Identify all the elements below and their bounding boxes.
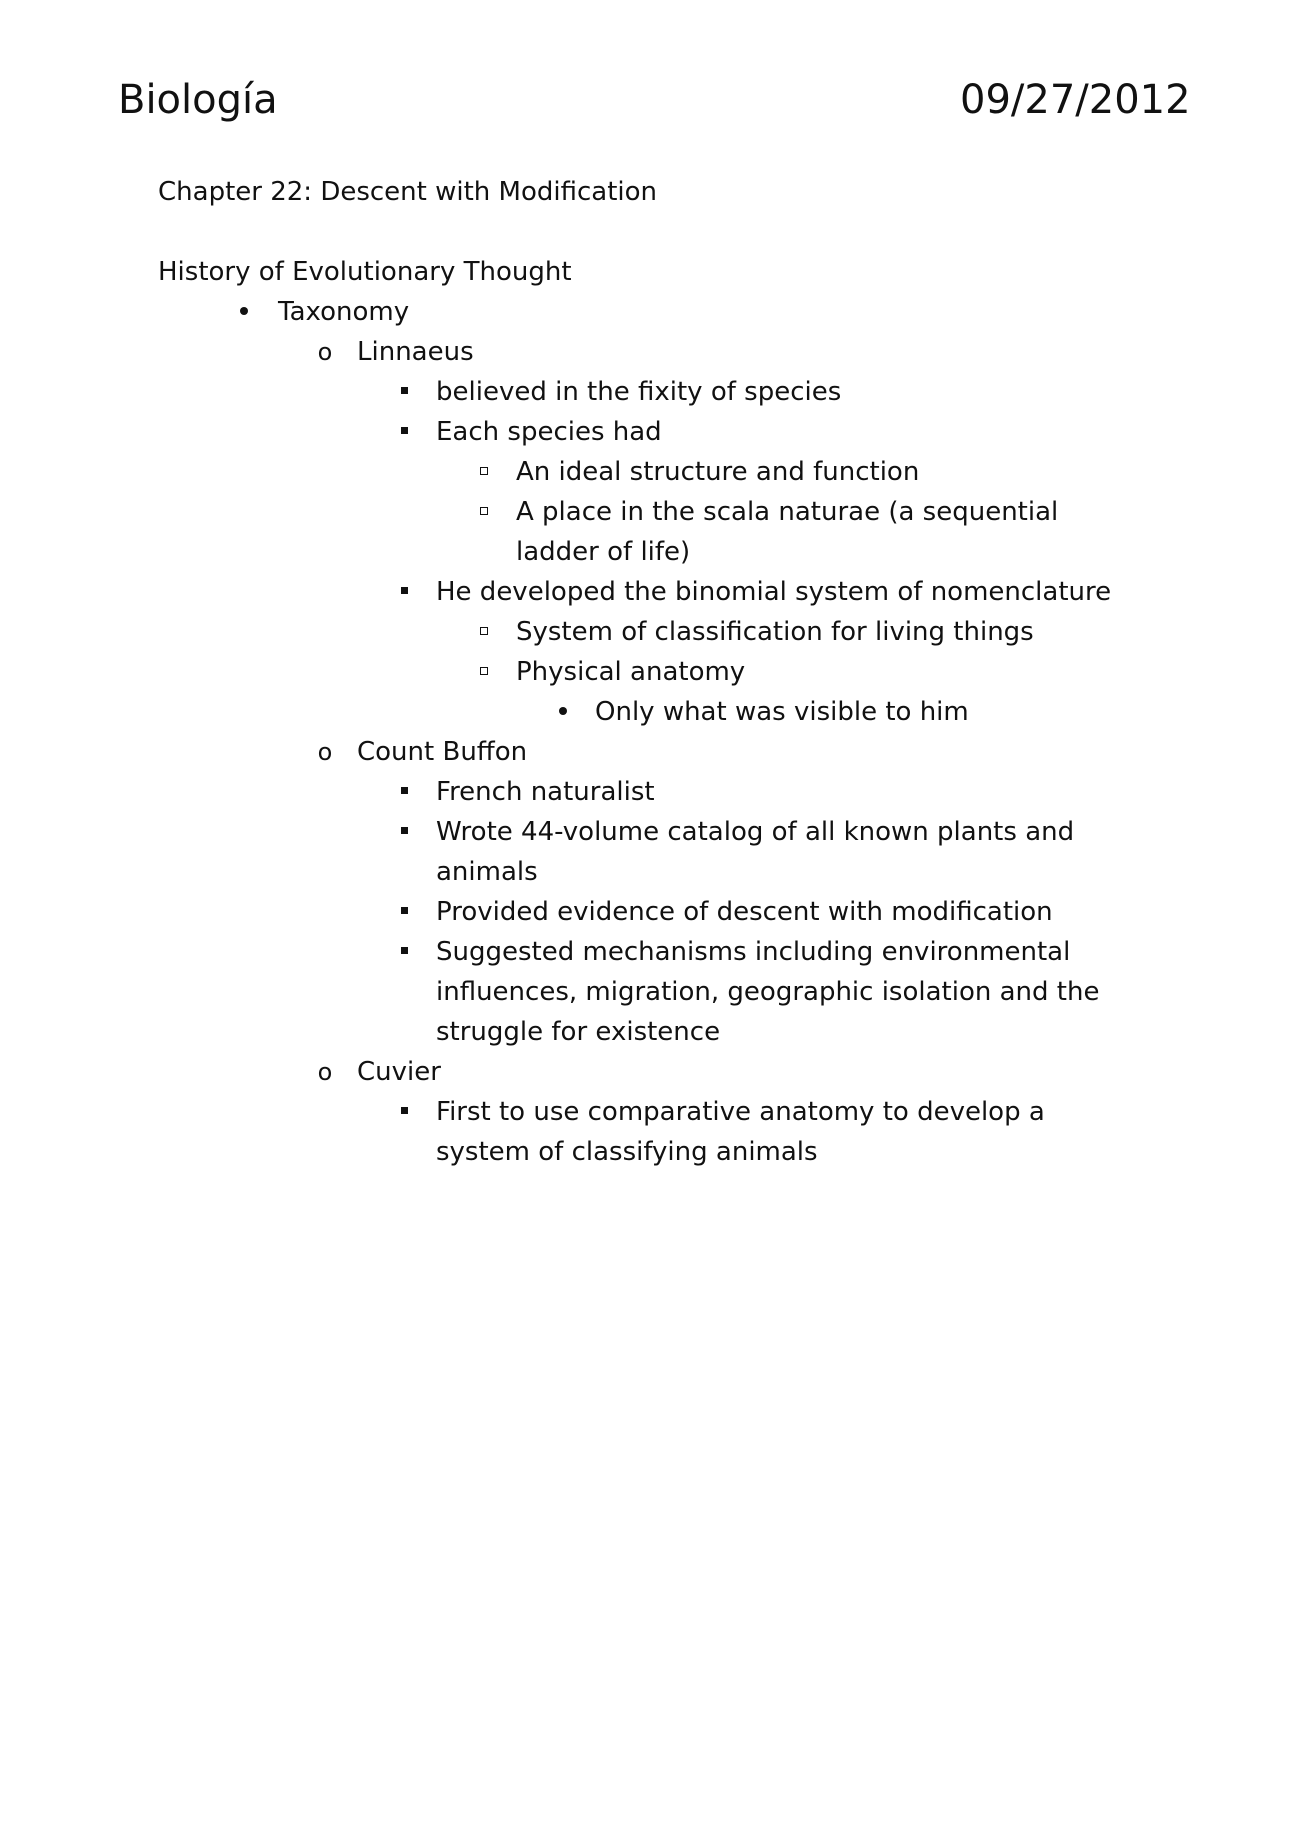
hollow-square-bullet-icon <box>472 652 496 692</box>
subject-heading: Biología <box>118 77 278 123</box>
list-item-text: Each species had <box>436 417 662 447</box>
list-item <box>0 732 1306 772</box>
hollow-square-bullet-icon <box>472 612 496 652</box>
list-item-text: Suggested mechanisms including environmental influences, migration, geographic isolation and the struggle for existence <box>436 937 1100 1047</box>
list-item-text: System of classification for living things <box>516 617 1034 647</box>
list-item <box>0 812 1306 892</box>
square-bullet-icon <box>392 772 416 812</box>
circle-bullet-icon: o <box>317 738 333 766</box>
list-item <box>0 932 1306 1052</box>
list-item <box>0 612 1306 652</box>
list-item-text: Linnaeus <box>357 337 474 367</box>
square-bullet-icon <box>392 372 416 412</box>
bullet-icon <box>232 292 256 332</box>
list-item <box>0 1092 1306 1172</box>
chapter-title: Chapter 22: Descent with Modification <box>158 177 658 207</box>
hollow-square-bullet-icon <box>472 492 496 532</box>
list-item <box>0 772 1306 812</box>
list-item <box>0 372 1306 412</box>
bullet-icon <box>551 692 575 732</box>
list-item-text: Cuvier <box>357 1057 441 1087</box>
date-heading: 09/27/2012 <box>960 77 1191 123</box>
list-item-text: First to use comparative anatomy to develop a system of classifying animals <box>436 1097 1045 1167</box>
square-bullet-icon <box>392 932 416 972</box>
notes-outline <box>0 292 1306 1172</box>
list-item <box>0 412 1306 452</box>
list-item-text: He developed the binomial system of nomenclature <box>436 577 1112 607</box>
list-item-text: believed in the fixity of species <box>436 377 842 407</box>
circle-bullet-icon: o <box>317 338 333 366</box>
square-bullet-icon <box>392 812 416 852</box>
list-item <box>0 332 1306 372</box>
section-title: History of Evolutionary Thought <box>158 257 572 287</box>
square-bullet-icon <box>392 1092 416 1132</box>
list-item <box>0 292 1306 332</box>
list-item-text: Physical anatomy <box>516 657 746 687</box>
list-item <box>0 492 1306 572</box>
list-item <box>0 452 1306 492</box>
list-item <box>0 892 1306 932</box>
list-item <box>0 692 1306 732</box>
list-item-text: Count Buffon <box>357 737 528 767</box>
list-item <box>0 1052 1306 1092</box>
list-item-text: An ideal structure and function <box>516 457 920 487</box>
list-item-text: Only what was visible to him <box>595 697 969 727</box>
list-item-text: French naturalist <box>436 777 655 807</box>
list-item <box>0 652 1306 692</box>
hollow-square-bullet-icon <box>472 452 496 492</box>
square-bullet-icon <box>392 892 416 932</box>
square-bullet-icon <box>392 572 416 612</box>
list-item-text: Provided evidence of descent with modification <box>436 897 1053 927</box>
list-item-text: A place in the scala naturae (a sequential ladder of life) <box>516 497 1059 567</box>
list-item <box>0 572 1306 612</box>
circle-bullet-icon: o <box>317 1058 333 1086</box>
list-item-text: Wrote 44-volume catalog of all known plants and animals <box>436 817 1075 887</box>
list-item-text: Taxonomy <box>278 297 410 327</box>
square-bullet-icon <box>392 412 416 452</box>
